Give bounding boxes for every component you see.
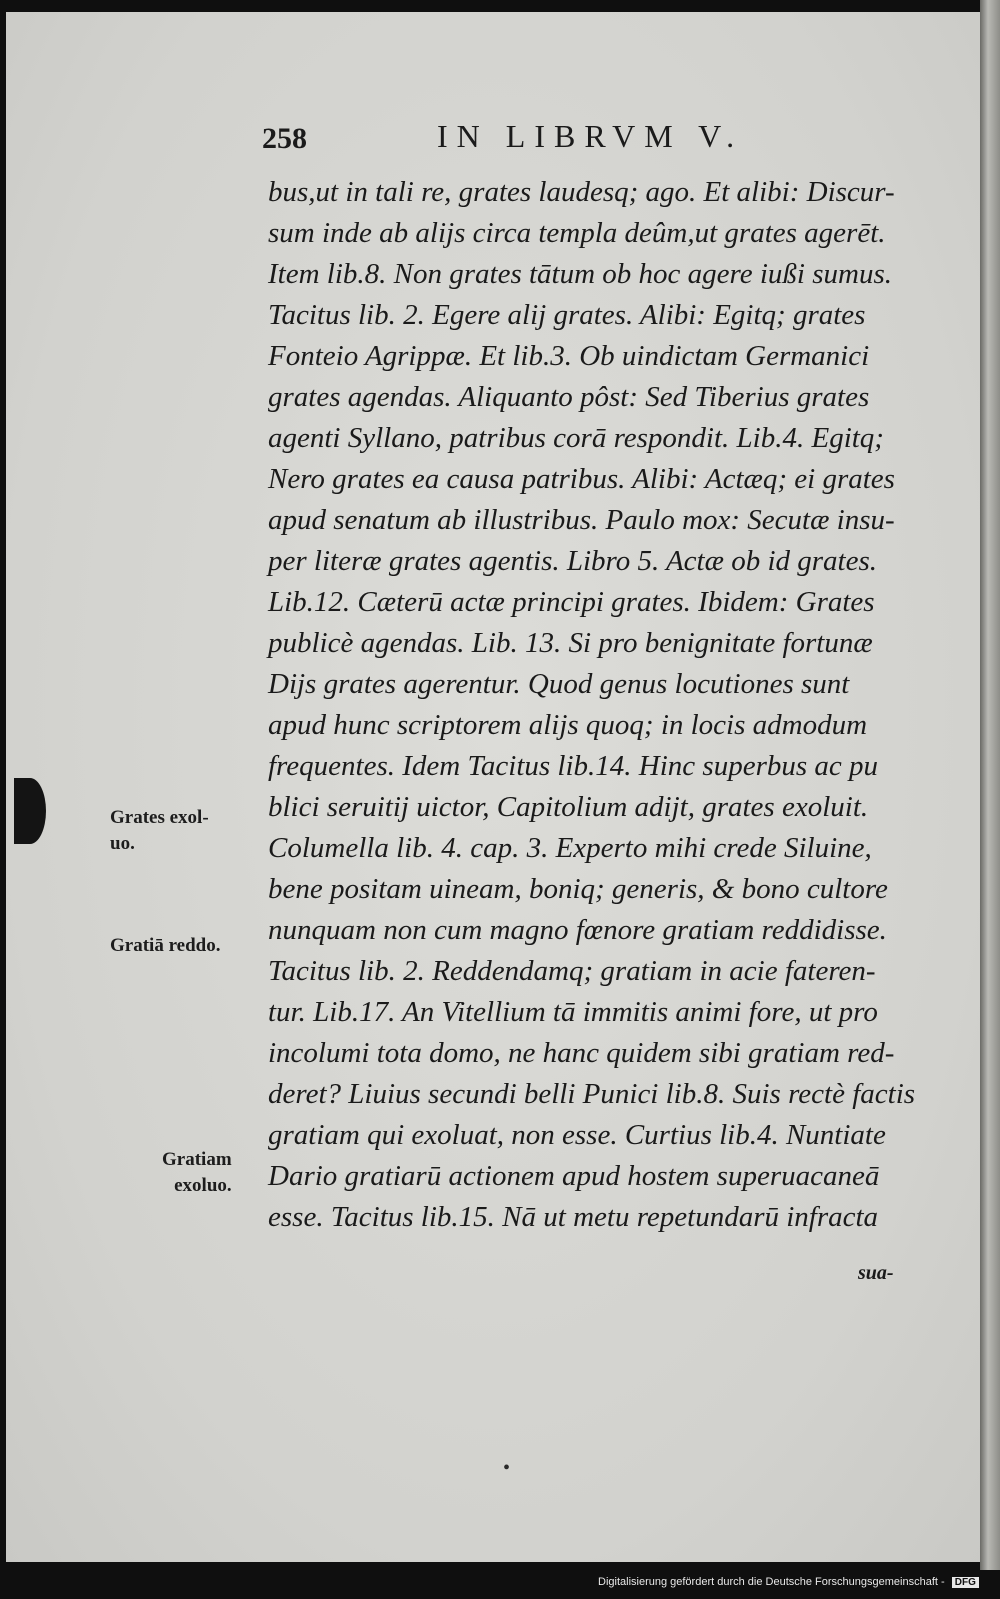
text-line: incolumi tota domo, ne hanc quidem sibi gratiam red- [268,1037,895,1069]
text-line: agenti Syllano, patribus corā respondit. Lib.4. Egitq; [268,422,884,454]
text-line: Fonteio Agrippæ. Et lib.3. Ob uindictam Germanici [268,340,870,372]
page-number: 258 [262,122,307,155]
ink-blot [14,778,46,844]
text-line: esse. Tacitus lib.15. Nā ut metu repetundarū infracta [268,1201,879,1233]
margin-note-line: Grates exol- [110,807,209,828]
text-line: blici seruitij uictor, Capitolium adijt, grates exoluit. [268,791,869,823]
margin-note-line: Gratiā reddo. [110,935,221,956]
text-line: Columella lib. 4. cap. 3. Experto mihi crede Siluine, [268,832,872,864]
page-header [262,118,942,162]
text-line: Nero grates ea causa patribus. Alibi: Actæq; ei grates [268,463,895,495]
margin-note-line: Gratiam [162,1149,232,1170]
text-line: Tacitus lib. 2. Egere alij grates. Alibi: Egitq; grates [268,299,866,331]
footer-credit [598,1576,979,1594]
text-line: grates agendas. Aliquanto pôst: Sed Tiberius grates [268,381,870,413]
page-edge [980,0,1000,1570]
margin-note [110,805,209,857]
text-line: deret? Liuius secundi belli Punici lib.8. Suis rectè factis [268,1078,916,1110]
text-line: apud hunc scriptorem alijs quoq; in locis admodum [268,709,868,741]
text-line: Lib.12. Cæterū actæ principi grates. Ibidem: Grates [268,586,875,618]
text-line: sum inde ab alijs circa templa deûm,ut grates agerēt. [268,217,886,249]
text-line: Item lib.8. Non grates tātum ob hoc agere iußi sumus. [268,258,892,290]
running-title: IN LIBRVM V. [437,118,744,154]
text-line: apud senatum ab illustribus. Paulo mox: Secutæ insu- [268,504,895,536]
text-line: nunquam non cum magno fœnore gratiam reddidisse. [268,914,887,946]
text-line: Tacitus lib. 2. Reddendamq; gratiam in acie fateren- [268,955,876,987]
text-line: per literæ grates agentis. Libro 5. Actæ ob id grates. [268,545,878,577]
text-line: tur. Lib.17. An Vitellium tā immitis animi fore, ut pro [268,996,878,1028]
margin-note-line: exoluo. [174,1175,232,1196]
page-mark: • [503,1457,511,1479]
text-line: bus,ut in tali re, grates laudesq; ago. Et alibi: Discur- [268,176,895,208]
margin-note [162,1147,232,1199]
text-line: publicè agendas. Lib. 13. Si pro benignitate fortunæ [268,627,873,659]
dfg-logo: DFG [952,1577,979,1588]
footer-text: Digitalisierung gefördert durch die Deutsche Forschungsgemeinschaft - [598,1576,945,1588]
text-line: Dario gratiarū actionem apud hostem superuacaneā [268,1160,880,1192]
catchword: sua- [858,1262,894,1284]
text-line: Dijs grates agerentur. Quod genus locutiones sunt [268,668,850,700]
text-line: frequentes. Idem Tacitus lib.14. Hinc superbus ac pu [268,750,879,782]
text-line: bene positam uineam, boniq; generis, & bono cultore [268,873,888,905]
margin-note-line: uo. [110,833,135,854]
text-line: gratiam qui exoluat, non esse. Curtius lib.4. Nuntiate [268,1119,886,1151]
margin-note [110,933,220,959]
